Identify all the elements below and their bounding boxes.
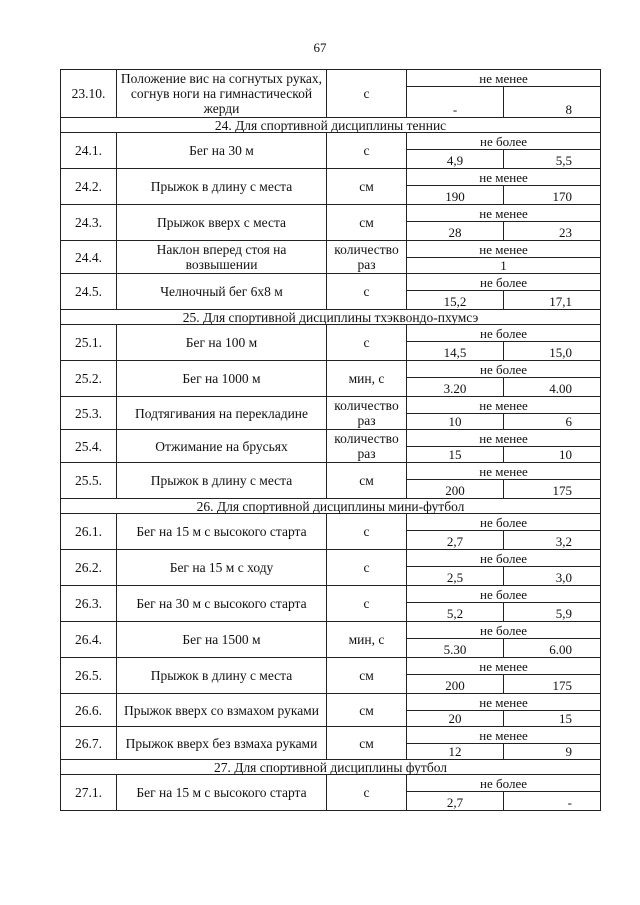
value-cell-1: 5,2 (407, 603, 504, 622)
value-cell-1: 2,5 (407, 567, 504, 586)
section-title: 26. Для спортивной дисциплины мини-футбол (61, 499, 601, 514)
value-cell-2: 15 (504, 711, 601, 727)
item-number: 26.7. (61, 727, 117, 760)
exercise-name: Прыжок вверх с места (117, 205, 327, 241)
table-row (61, 133, 601, 150)
condition-cell: не менее (407, 70, 601, 87)
table-row (61, 775, 601, 792)
item-number: 26.5. (61, 658, 117, 694)
condition-cell: не более (407, 325, 601, 342)
value-cell-1: 200 (407, 675, 504, 694)
exercise-name: Прыжок в длину с места (117, 658, 327, 694)
item-number: 24.4. (61, 241, 117, 274)
value-cell-1: 20 (407, 711, 504, 727)
value-cell-2: 23 (504, 222, 601, 241)
table-row (61, 586, 601, 603)
condition-cell: не более (407, 133, 601, 150)
value-cell-1: 28 (407, 222, 504, 241)
section-row (61, 118, 601, 133)
exercise-name: Наклон вперед стоя на возвышении (117, 241, 327, 274)
value-cell-1: 190 (407, 186, 504, 205)
table-row (61, 325, 601, 342)
condition-cell: не менее (407, 463, 601, 480)
value-cell-2: 15,0 (504, 342, 601, 361)
table-row (61, 241, 601, 258)
item-number: 24.5. (61, 274, 117, 310)
table-row (61, 463, 601, 480)
exercise-name: Бег на 15 м с высокого старта (117, 514, 327, 550)
value-cell-2: 5,9 (504, 603, 601, 622)
table-row (61, 169, 601, 186)
condition-cell: не более (407, 274, 601, 291)
unit-cell: с (327, 586, 407, 622)
value-cell-2: 9 (504, 744, 601, 760)
unit-cell: с (327, 274, 407, 310)
table-row (61, 658, 601, 675)
table-row (61, 430, 601, 447)
condition-cell: не менее (407, 205, 601, 222)
unit-cell: см (327, 463, 407, 499)
standards-table (60, 69, 601, 811)
item-number: 25.4. (61, 430, 117, 463)
table-row (61, 514, 601, 531)
value-cell-1: 3.20 (407, 378, 504, 397)
unit-cell: см (327, 727, 407, 760)
value-cell-2: 5,5 (504, 150, 601, 169)
unit-cell: с (327, 70, 407, 118)
item-number: 27.1. (61, 775, 117, 811)
value-cell-2: 175 (504, 480, 601, 499)
condition-cell: не менее (407, 169, 601, 186)
value-cell-1: 15 (407, 447, 504, 463)
exercise-name: Бег на 15 м с ходу (117, 550, 327, 586)
section-title: 24. Для спортивной дисциплины теннис (61, 118, 601, 133)
condition-cell: не менее (407, 727, 601, 744)
value-cell-2: 3,2 (504, 531, 601, 550)
unit-cell: с (327, 514, 407, 550)
value-cell-2: 8 (504, 87, 601, 118)
unit-cell: см (327, 694, 407, 727)
condition-cell: не менее (407, 430, 601, 447)
unit-cell: см (327, 658, 407, 694)
condition-cell: не менее (407, 694, 601, 711)
item-number: 24.1. (61, 133, 117, 169)
unit-cell: количество раз (327, 397, 407, 430)
table-row (61, 274, 601, 291)
table-row (61, 694, 601, 711)
value-cell-2: 4.00 (504, 378, 601, 397)
unit-cell: с (327, 133, 407, 169)
condition-cell: не более (407, 361, 601, 378)
exercise-name: Бег на 1500 м (117, 622, 327, 658)
exercise-name: Бег на 1000 м (117, 361, 327, 397)
condition-cell: не менее (407, 241, 601, 258)
condition-cell: не более (407, 586, 601, 603)
value-cell-1: 200 (407, 480, 504, 499)
value-cell-1: - (407, 87, 504, 118)
unit-cell: количество раз (327, 430, 407, 463)
unit-cell: с (327, 775, 407, 811)
exercise-name: Отжимание на брусьях (117, 430, 327, 463)
unit-cell: см (327, 205, 407, 241)
exercise-name: Бег на 100 м (117, 325, 327, 361)
unit-cell: с (327, 325, 407, 361)
exercise-name: Прыжок вверх со взмахом руками (117, 694, 327, 727)
item-number: 23.10. (61, 70, 117, 118)
value-cell-2: 170 (504, 186, 601, 205)
condition-cell: не более (407, 550, 601, 567)
item-number: 26.3. (61, 586, 117, 622)
unit-cell: мин, с (327, 622, 407, 658)
section-row (61, 310, 601, 325)
condition-cell: не менее (407, 397, 601, 414)
item-number: 24.3. (61, 205, 117, 241)
section-title: 27. Для спортивной дисциплины футбол (61, 760, 601, 775)
value-cell-1: 14,5 (407, 342, 504, 361)
table-row (61, 727, 601, 744)
value-cell-2: 6 (504, 414, 601, 430)
value-cell-1: 15,2 (407, 291, 504, 310)
condition-cell: не более (407, 622, 601, 639)
item-number: 26.4. (61, 622, 117, 658)
item-number: 25.5. (61, 463, 117, 499)
section-row (61, 499, 601, 514)
item-number: 25.3. (61, 397, 117, 430)
exercise-name: Челночный бег 6х8 м (117, 274, 327, 310)
value-cell-2: - (504, 792, 601, 811)
exercise-name: Прыжок вверх без взмаха руками (117, 727, 327, 760)
exercise-name: Прыжок в длину с места (117, 169, 327, 205)
value-cell-1: 2,7 (407, 792, 504, 811)
value-cell-1: 2,7 (407, 531, 504, 550)
condition-cell: не более (407, 514, 601, 531)
item-number: 25.2. (61, 361, 117, 397)
section-title: 25. Для спортивной дисциплины тхэквондо-пхумсэ (61, 310, 601, 325)
item-number: 24.2. (61, 169, 117, 205)
exercise-name: Положение вис на согнутых руках, согнув ноги на гимнастической жерди (117, 70, 327, 118)
value-cell-2: 175 (504, 675, 601, 694)
table-row (61, 397, 601, 414)
exercise-name: Бег на 15 м с высокого старта (117, 775, 327, 811)
value-cell-2: 10 (504, 447, 601, 463)
exercise-name: Прыжок в длину с места (117, 463, 327, 499)
item-number: 25.1. (61, 325, 117, 361)
value-cell-1: 10 (407, 414, 504, 430)
page-number: 67 (313, 40, 327, 55)
value-cell-1: 5.30 (407, 639, 504, 658)
exercise-name: Подтягивания на перекладине (117, 397, 327, 430)
value-cell-2: 3,0 (504, 567, 601, 586)
item-number: 26.6. (61, 694, 117, 727)
item-number: 26.2. (61, 550, 117, 586)
unit-cell: с (327, 550, 407, 586)
value-cell-1: 4,9 (407, 150, 504, 169)
table-row (61, 550, 601, 567)
value-cell-2: 17,1 (504, 291, 601, 310)
condition-cell: не менее (407, 658, 601, 675)
table-row (61, 622, 601, 639)
table-row (61, 361, 601, 378)
value-cell-1: 12 (407, 744, 504, 760)
exercise-name: Бег на 30 м (117, 133, 327, 169)
table-row (61, 205, 601, 222)
section-row (61, 760, 601, 775)
table-row (61, 70, 601, 87)
unit-cell: мин, с (327, 361, 407, 397)
unit-cell: количество раз (327, 241, 407, 274)
value-cell-2: 6.00 (504, 639, 601, 658)
condition-cell: не более (407, 775, 601, 792)
value-cell: 1 (407, 258, 601, 274)
item-number: 26.1. (61, 514, 117, 550)
exercise-name: Бег на 30 м с высокого старта (117, 586, 327, 622)
unit-cell: см (327, 169, 407, 205)
